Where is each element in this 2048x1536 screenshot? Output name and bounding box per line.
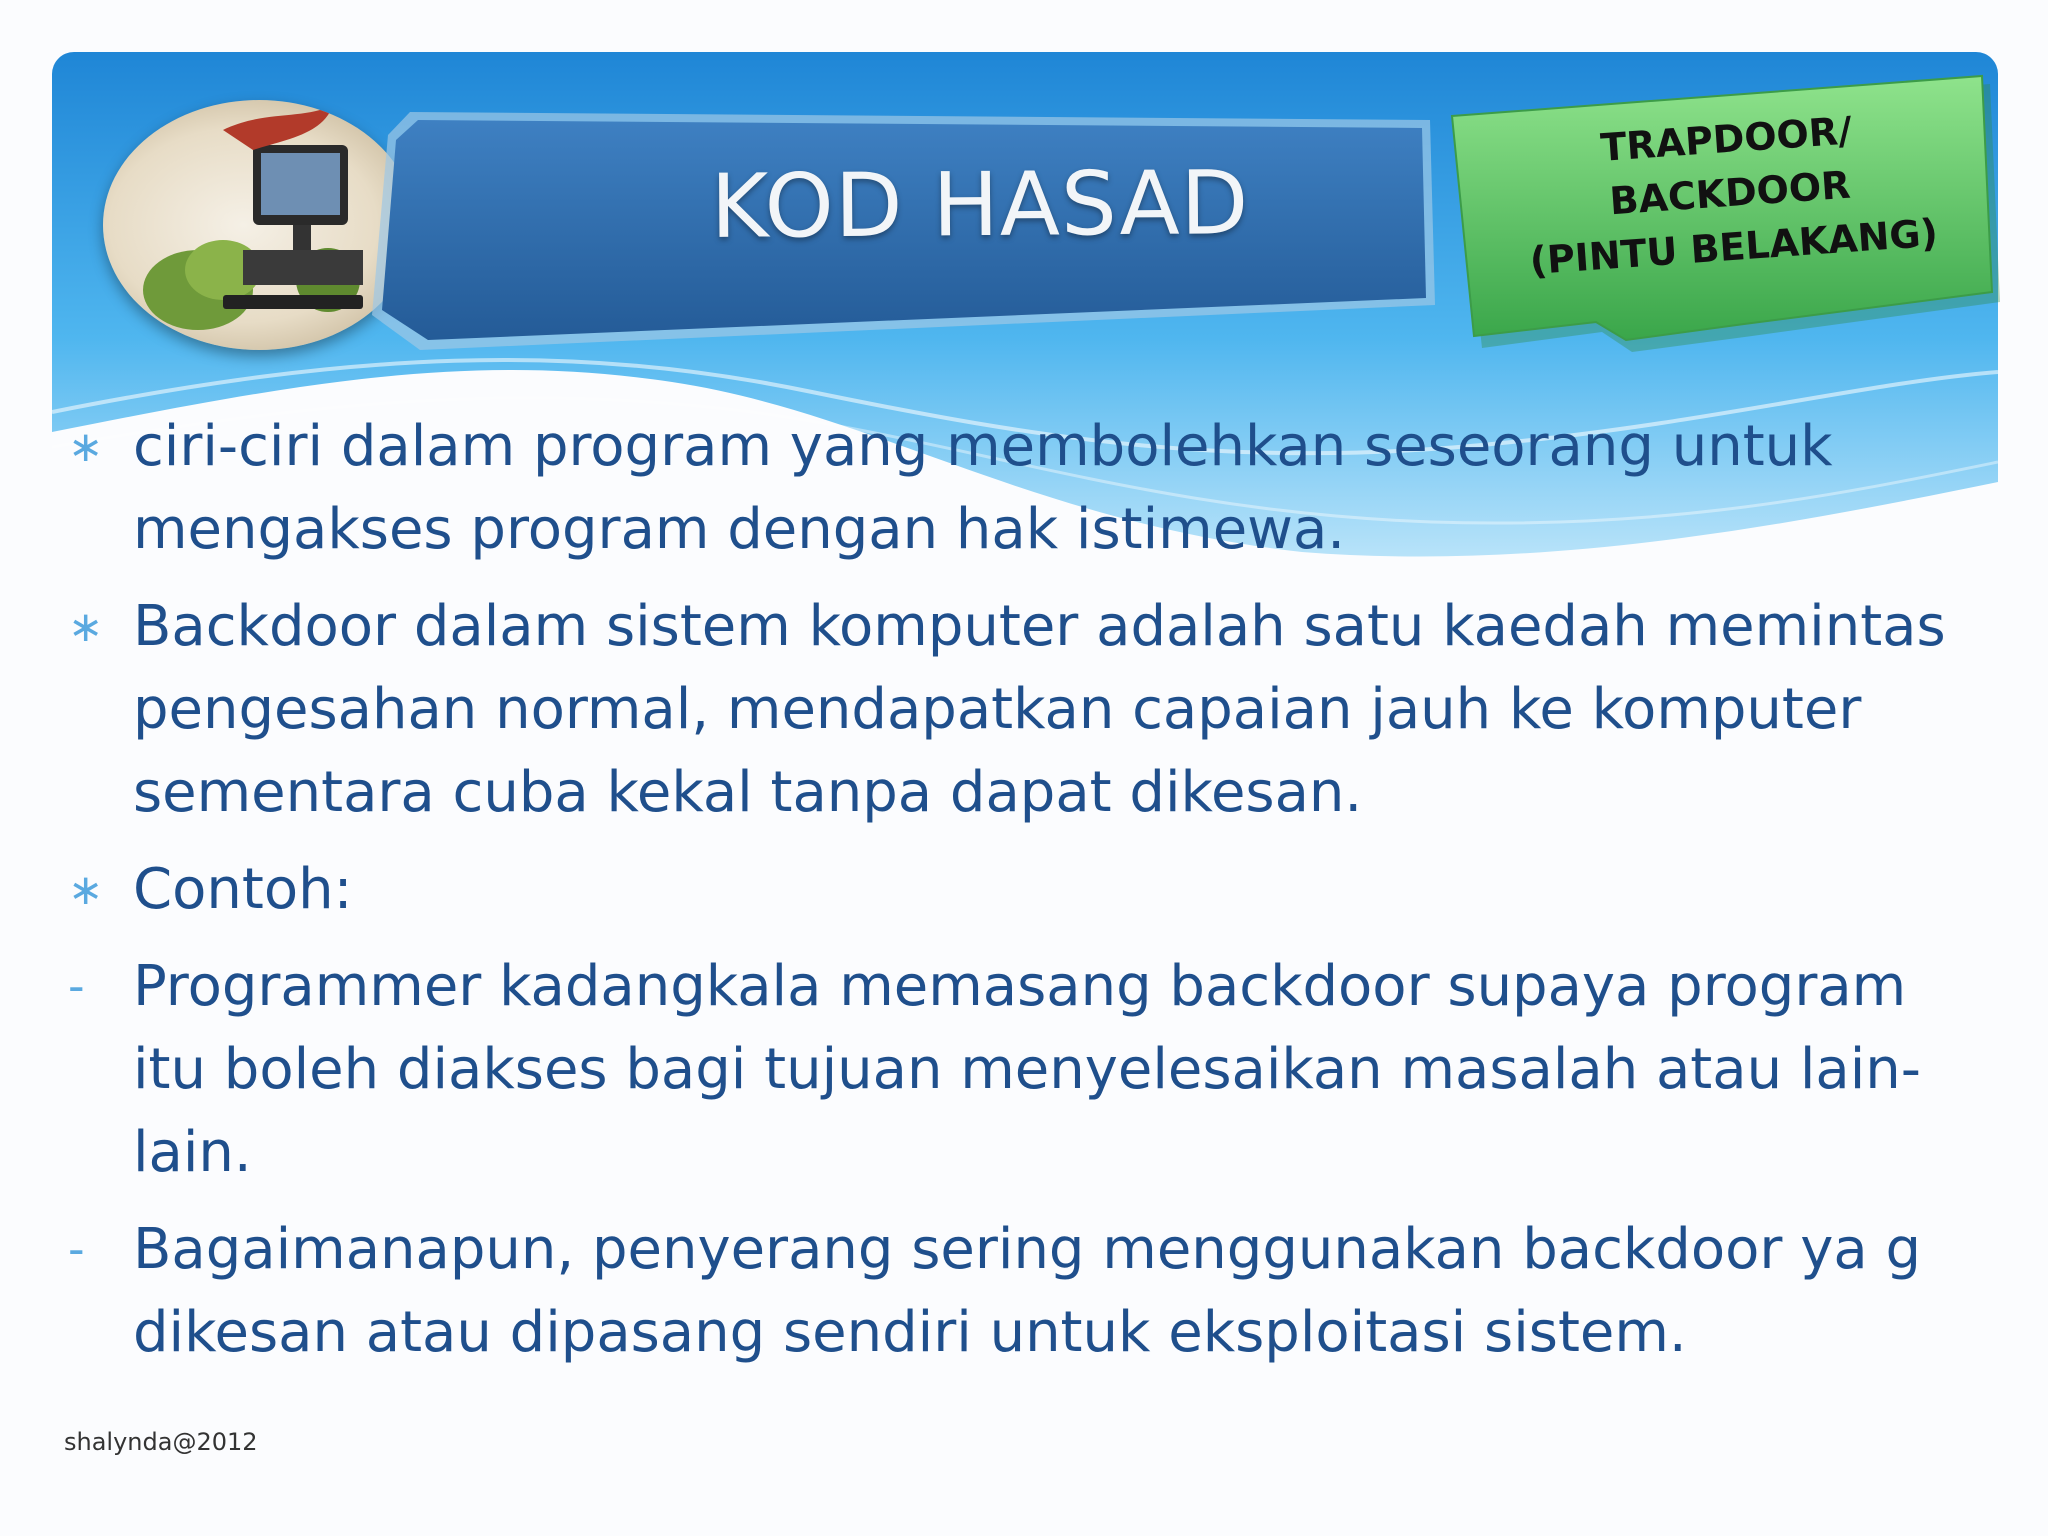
callout-line-2: BACKDOOR xyxy=(1608,162,1852,224)
list-item xyxy=(68,1208,1988,1374)
list-item xyxy=(68,945,1988,1194)
bullet-marker: ∗ xyxy=(68,865,104,914)
page-title: KOD HASAD xyxy=(710,151,1250,258)
dash-marker: - xyxy=(68,959,85,1013)
bullet-marker: ∗ xyxy=(68,422,104,471)
callout-line-1: TRAPDOOR/ xyxy=(1599,108,1854,170)
list-item-text: Backdoor dalam sistem komputer adalah satu kaedah memintas pengesahan normal, mendapatkan capaian jauh ke komputer sementara cuba kekal tanpa dapat dikesan. xyxy=(133,594,1946,825)
callout-label xyxy=(1485,95,1975,290)
list-item-text: Bagaimanapun, penyerang sering menggunakan backdoor ya g dikesan atau dipasang sendiri untuk eksploitasi sistem. xyxy=(133,1217,1922,1365)
list-item xyxy=(68,848,1988,931)
callout-line-3: (PINTU BELAKANG) xyxy=(1528,210,1940,284)
bullet-list xyxy=(68,405,1988,1388)
bullet-marker: ∗ xyxy=(68,602,104,651)
list-item-text: Contoh: xyxy=(133,857,353,922)
footer-credit: shalynda@2012 xyxy=(64,1428,258,1456)
dash-marker: - xyxy=(68,1222,85,1276)
list-item-text: Programmer kadangkala memasang backdoor supaya program itu boleh diakses bagi tujuan menyelesaikan masalah atau lain-lain. xyxy=(133,954,1922,1185)
list-item-text: ciri-ciri dalam program yang membolehkan seseorang untuk mengakses program dengan hak istimewa. xyxy=(133,414,1833,562)
list-item xyxy=(68,405,1988,571)
list-item xyxy=(68,585,1988,834)
